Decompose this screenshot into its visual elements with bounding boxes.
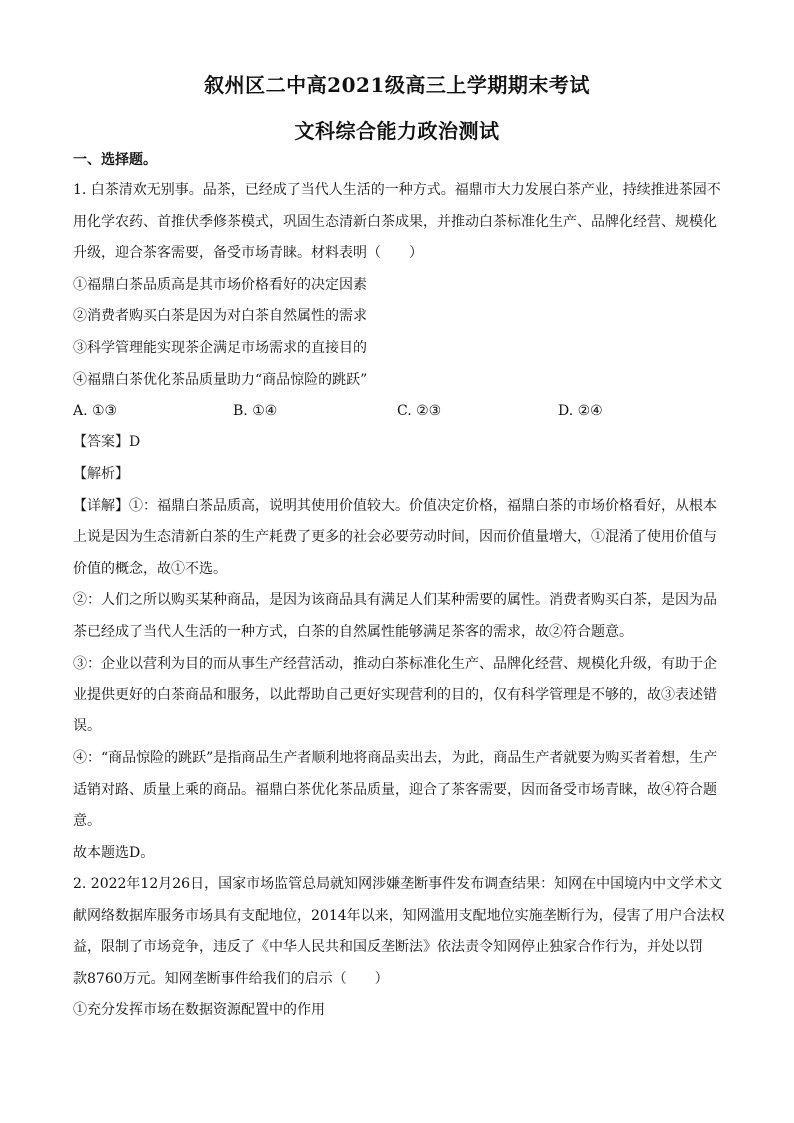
q1-detail-line: 故本题选D。 — [73, 845, 155, 861]
document-subtitle: 文科综合能力政治测试 — [294, 119, 500, 143]
q1-option-b: B. ①④ — [233, 403, 278, 419]
q1-statement: ③科学管理能实现茶企满足市场需求的直接目的 — [73, 340, 367, 356]
q1-statement: ①福鼎白茶品质高是其市场价格看好的决定因素 — [73, 277, 367, 293]
q1-detail-line: 业提供更好的白茶商品和服务，以此帮助自己更好实现营利的目的，仅有科学管理是不够的，故③表述错 — [73, 687, 717, 703]
q1-answer: 【答案】D — [73, 434, 141, 450]
q1-detail-line: 【详解】①：福鼎白茶品质高，说明其使用价值较大。价值决定价格，福鼎白茶的市场价格看好，从根本 — [73, 498, 717, 514]
section-heading: 一、选择题。 — [73, 152, 157, 168]
q1-detail-line: ③：企业以营利为目的而从事生产经营活动，推动白茶标准化生产、品牌化经营、规模化升级，有助于企 — [73, 656, 717, 672]
q1-option-a: A. ①③ — [73, 403, 118, 419]
q1-detail-line: 上说是因为生态清新白茶的生产耗费了更多的社会必要劳动时间，因而价值量增大，①混淆了使用价值与 — [73, 529, 717, 545]
q1-detail-line: ④：“商品惊险的跳跃”是指商品生产者顺利地将商品卖出去，为此，商品生产者就要为购买者着想，生产 — [73, 750, 718, 766]
document-title: 叙州区二中高2021级高三上学期期末考试 — [204, 73, 590, 97]
q1-analysis-label: 【解析】 — [73, 466, 129, 482]
q1-stem-line: 用化学农药、首推伏季修茶模式，巩固生态清新白茶成果，并推动白茶标准化生产、品牌化经营、规模化 — [73, 214, 717, 230]
q2-stem-line: 款8760万元。知网垄断事件给我们的启示（ ） — [73, 971, 389, 987]
q1-stem-line: 升级，迎合茶客需要，备受市场青睐。材料表明（ ） — [73, 245, 423, 261]
q1-detail-line: 价值的概念，故①不选。 — [73, 561, 227, 577]
q1-option-c: C. ②③ — [397, 403, 442, 419]
q1-detail-line: 茶已经成了当代人生活的一种方式，白茶的自然属性能够满足茶客的需求，故②符合题意。 — [73, 624, 633, 640]
q2-statement: ①充分发挥市场在数据资源配置中的作用 — [73, 1002, 325, 1018]
q2-stem-line: 益，限制了市场竞争，违反了《中华人民共和国反垄断法》依法责令知网停止独家合作行为，并处以罚 — [73, 939, 703, 955]
q1-detail-line: 意。 — [73, 813, 101, 829]
q1-statement: ④福鼎白茶优化茶品质量助力“商品惊险的跳跃” — [73, 372, 368, 388]
q1-stem-line: 1. 白茶清欢无别事。品茶，已经成了当代人生活的一种方式。福鼎市大力发展白茶产业，持续推进茶园不 — [73, 182, 721, 198]
q1-option-d: D. ②④ — [558, 403, 603, 419]
q1-detail-line: 误。 — [73, 718, 101, 734]
q1-detail-line: 适销对路、质量上乘的商品。福鼎白茶优化茶品质量，迎合了茶客需要，因而备受市场青睐，故④符合题 — [73, 782, 717, 798]
q2-stem-line: 献网络数据库服务市场具有支配地位，2014年以来，知网滥用支配地位实施垄断行为，侵害了用户合法权 — [73, 908, 725, 924]
q1-detail-line: ②：人们之所以购买某种商品，是因为该商品具有满足人们某种需要的属性。消费者购买白茶，是因为品 — [73, 592, 717, 608]
q2-stem-line: 2. 2022年12月26日，国家市场监管总局就知网涉嫌垄断事件发布调查结果：知网在中国境内中文学术文 — [73, 876, 723, 892]
q1-statement: ②消费者购买白茶是因为对白茶自然属性的需求 — [73, 308, 367, 324]
